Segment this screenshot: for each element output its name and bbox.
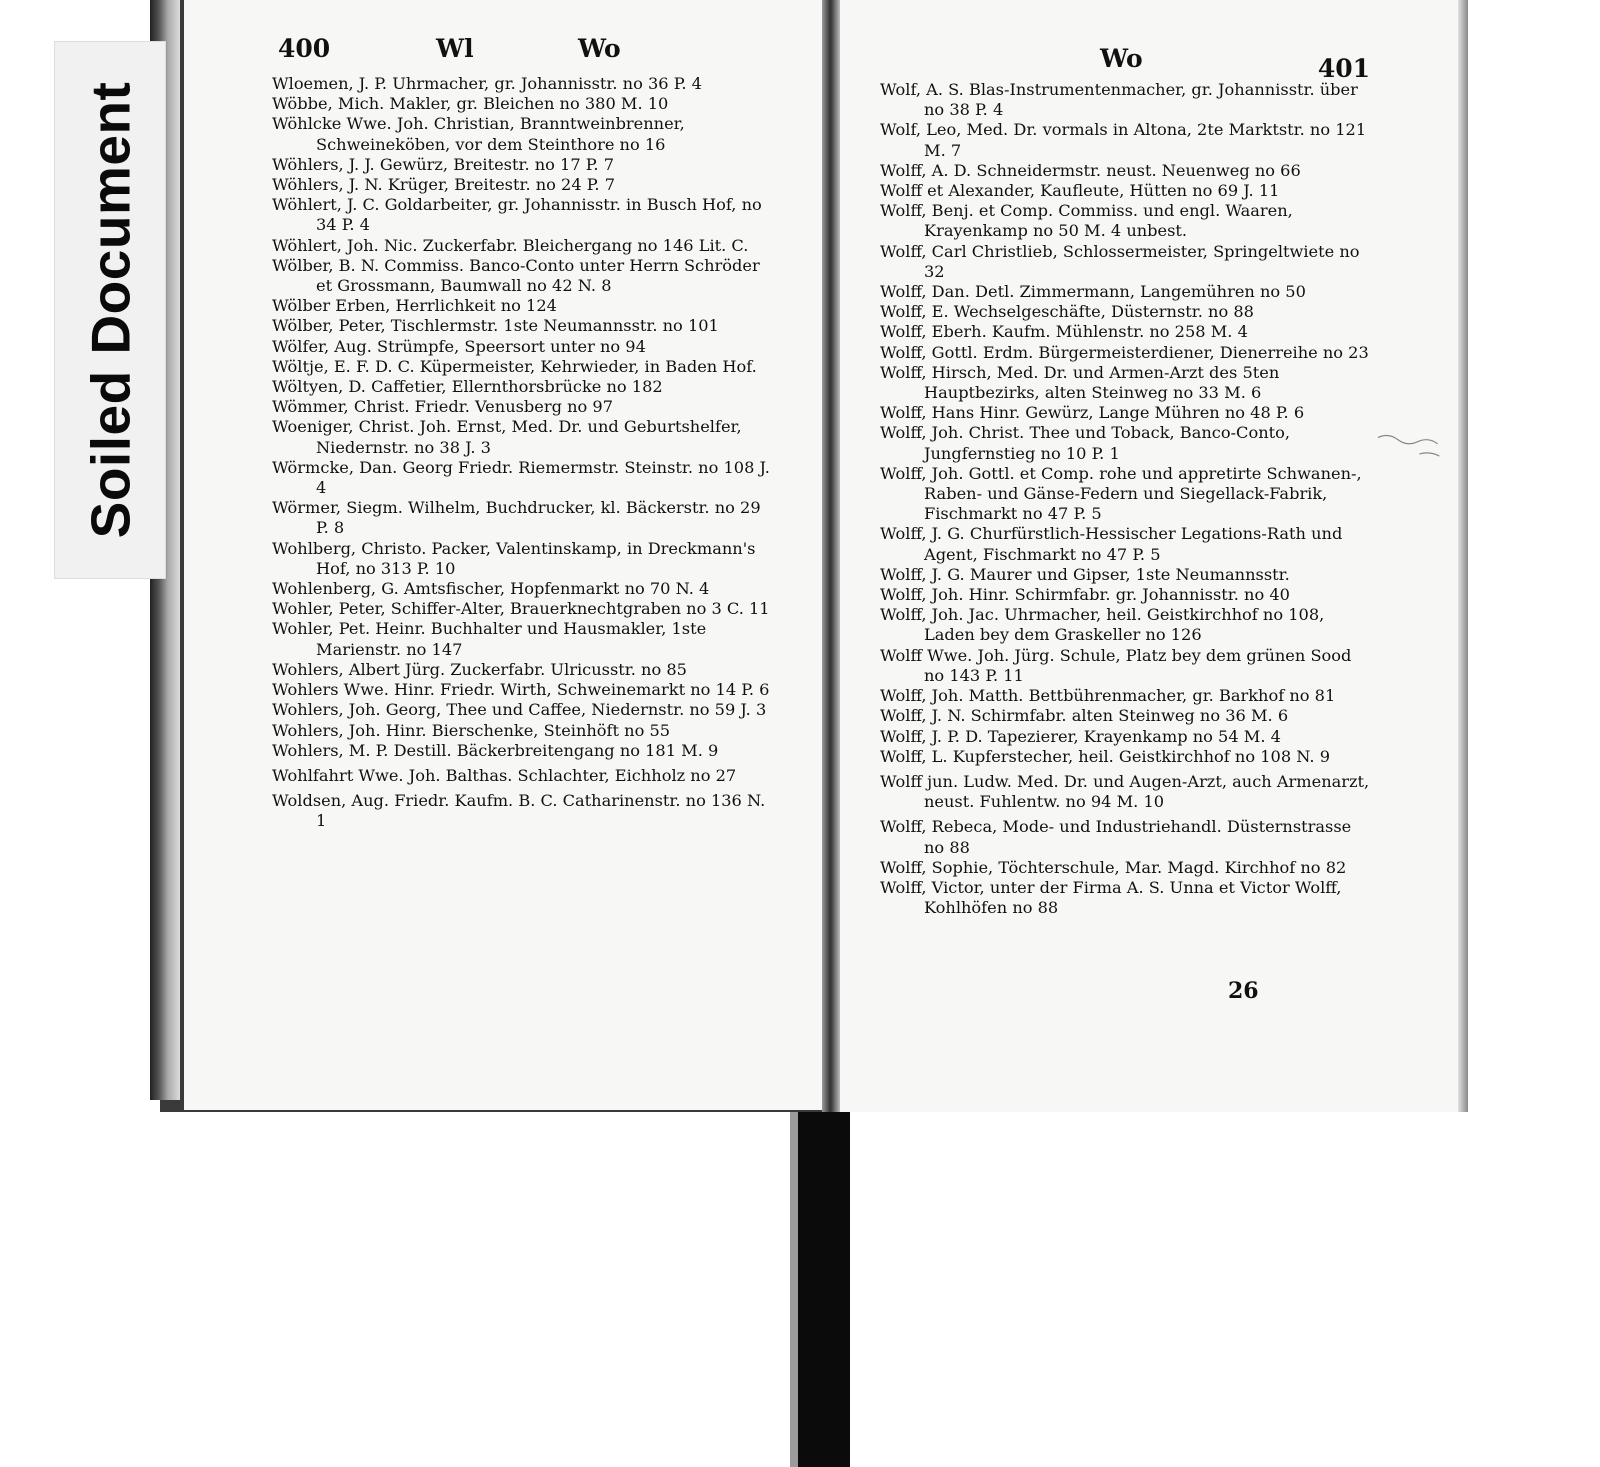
- left-page-number: 400: [278, 34, 331, 63]
- directory-entry: Wöhlert, Joh. Nic. Zuckerfabr. Bleichergang no 146 Lit. C.: [272, 235, 749, 255]
- directory-entry: Wolff, Sophie, Töchterschule, Mar. Magd. Kirchhof no 82: [880, 857, 1347, 877]
- right-page-number: 401: [1317, 54, 1370, 83]
- directory-entry: Wolff Wwe. Joh. Jürg. Schule, Platz bey dem grünen Sood no 143 P. 11: [880, 645, 1352, 685]
- right-entry-list: [880, 80, 1370, 918]
- directory-entry: Wohlers, Joh. Hinr. Bierschenke, Steinhöft no 55: [272, 720, 671, 740]
- directory-entry: Wohler, Pet. Heinr. Buchhalter und Hausmakler, 1ste Marienstr. no 147: [272, 619, 707, 659]
- directory-entry: Wolff, E. Wechselgeschäfte, Düsternstr. no 88: [880, 302, 1254, 322]
- directory-entry: Wolff, J. G. Churfürstlich-Hessischer Legations-Rath und Agent, Fischmarkt no 47 P. 5: [880, 524, 1343, 564]
- soiled-label: [55, 42, 165, 578]
- directory-entry: Wohler, Peter, Schiffer-Alter, Brauerknechtgraben no 3 C. 11: [272, 599, 770, 619]
- signature-mark: 26: [1228, 978, 1259, 1004]
- directory-entry: Wolff, Gottl. Erdm. Bürgermeisterdiener, Dienerreihe no 23: [880, 342, 1369, 362]
- directory-entry: Woeniger, Christ. Joh. Ernst, Med. Dr. und Geburtshelfer, Niedernstr. no 38 J. 3: [272, 417, 742, 457]
- directory-entry: Wolff, J. P. D. Tapezierer, Krayenkamp no 54 M. 4: [880, 726, 1281, 746]
- directory-entry: Wohlfahrt Wwe. Joh. Balthas. Schlachter, Eichholz no 27: [272, 765, 737, 785]
- left-catchword-1: Wl: [436, 34, 474, 63]
- directory-entry: Wolf, Leo, Med. Dr. vormals in Altona, 2te Marktstr. no 121 M. 7: [880, 120, 1367, 160]
- directory-entry: Wohlers, Joh. Georg, Thee und Caffee, Niedernstr. no 59 J. 3: [272, 700, 767, 720]
- directory-entry: Wolff, J. G. Maurer und Gipser, 1ste Neumannsstr.: [880, 564, 1290, 584]
- directory-entry: Wolff, Benj. et Comp. Commiss. und engl. Waaren, Krayenkamp no 50 M. 4 unbest.: [880, 201, 1293, 241]
- directory-entry: Wöltje, E. F. D. C. Küpermeister, Kehrwieder, in Baden Hof.: [272, 356, 757, 376]
- left-entry-list: [272, 74, 770, 832]
- directory-entry: Wolff, Joh. Matth. Bettbührenmacher, gr. Barkhof no 81: [880, 686, 1336, 706]
- directory-entry: Wöbbe, Mich. Makler, gr. Bleichen no 380 M. 10: [272, 94, 669, 114]
- left-catchword-2: Wo: [578, 34, 621, 63]
- directory-entry: Wohlenberg, G. Amtsfischer, Hopfenmarkt no 70 N. 4: [272, 579, 710, 599]
- directory-entry: Wolff, Dan. Detl. Zimmermann, Langemühren no 50: [880, 282, 1306, 302]
- directory-entry: Wörmer, Siegm. Wilhelm, Buchdrucker, kl. Bäckerstr. no 29 P. 8: [272, 498, 761, 538]
- directory-entry: Wolff, Rebeca, Mode- und Industriehandl. Düsternstrasse no 88: [880, 817, 1352, 857]
- ribbon-marker: [798, 1112, 850, 1467]
- directory-entry: Wörmcke, Dan. Georg Friedr. Riemermstr. Steinstr. no 108 J. 4: [272, 457, 770, 498]
- directory-entry: Wölfer, Aug. Strümpfe, Speersort unter no 94: [272, 336, 646, 356]
- directory-entry: Wolff, A. D. Schneidermstr. neust. Neuenweg no 66: [880, 160, 1301, 180]
- directory-entry: Wöhlcke Wwe. Joh. Christian, Branntweinbrenner, Schweineköben, vor dem Steinthore no 16: [272, 114, 685, 154]
- directory-entry: Wolff, Victor, unter der Firma A. S. Unna et Victor Wolff, Kohlhöfen no 88: [880, 877, 1342, 918]
- book-gutter: [822, 0, 840, 1112]
- directory-entry: Wolff, Joh. Jac. Uhrmacher, heil. Geistkirchhof no 108, Laden bey dem Graskeller no 126: [880, 605, 1325, 645]
- directory-entry: Wohlers, M. P. Destill. Bäckerbreitengang no 181 M. 9: [272, 740, 719, 760]
- directory-entry: Wolff et Alexander, Kaufleute, Hütten no 69 J. 11: [880, 181, 1280, 201]
- directory-entry: Wohlberg, Christo. Packer, Valentinskamp, in Dreckmann's Hof, no 313 P. 10: [272, 538, 756, 578]
- directory-entry: Wölber, Peter, Tischlermstr. 1ste Neumannsstr. no 101: [272, 316, 719, 336]
- ribbon-highlight: [790, 1112, 798, 1467]
- directory-entry: Wolff, J. N. Schirmfabr. alten Steinweg no 36 M. 6: [880, 706, 1289, 726]
- directory-entry: Wöhlers, J. J. Gewürz, Breitestr. no 17 P. 7: [272, 154, 614, 174]
- directory-entry: Woldsen, Aug. Friedr. Kaufm. B. C. Catharinenstr. no 136 N. 1: [272, 791, 766, 831]
- directory-entry: Wolff, L. Kupferstecher, heil. Geistkirchhof no 108 N. 9: [880, 746, 1331, 766]
- directory-entry: Wöhlert, J. C. Goldarbeiter, gr. Johannisstr. in Busch Hof, no 34 P. 4: [272, 195, 762, 235]
- directory-entry: Wohlers, Albert Jürg. Zuckerfabr. Ulricusstr. no 85: [272, 659, 687, 679]
- directory-entry: Wölber, B. N. Commiss. Banco-Conto unter Herrn Schröder et Grossmann, Baumwall no 42 N. 8: [272, 255, 760, 296]
- directory-entry: Wöltyen, D. Caffetier, Ellernthorsbrücke no 182: [272, 377, 663, 397]
- directory-entry: Wohlers Wwe. Hinr. Friedr. Wirth, Schweinemarkt no 14 P. 6: [272, 680, 770, 700]
- directory-entry: Wolff jun. Ludw. Med. Dr. und Augen-Arzt, auch Armenarzt, neust. Fuhlentw. no 94 M. 10: [880, 771, 1370, 812]
- directory-entry: Wolff, Carl Christlieb, Schlossermeister, Springeltwiete no 32: [880, 241, 1360, 281]
- directory-entry: Wölber Erben, Herrlichkeit no 124: [272, 296, 557, 316]
- left-page-header: [278, 34, 638, 70]
- directory-entry: Wolff, Joh. Christ. Thee und Toback, Banco-Conto, Jungfernstieg no 10 P. 1: [880, 423, 1291, 463]
- directory-entry: Wolff, Joh. Hinr. Schirmfabr. gr. Johannisstr. no 40: [880, 585, 1290, 605]
- directory-entry: Wloemen, J. P. Uhrmacher, gr. Johannisstr. no 36 P. 4: [272, 74, 702, 93]
- directory-entry: Wolff, Hans Hinr. Gewürz, Lange Mühren no 48 P. 6: [880, 403, 1305, 423]
- book-edge-right: [1458, 0, 1468, 1112]
- directory-entry: Wolff, Joh. Gottl. et Comp. rohe und appretirte Schwanen-, Raben- und Gänse-Federn und Siegellack-Fabrik, Fischmarkt no 47 P. 5: [880, 463, 1362, 524]
- directory-entry: Wolff, Eberh. Kaufm. Mühlenstr. no 258 M. 4: [880, 322, 1248, 342]
- soiled-label-text: Soiled Document: [79, 81, 141, 539]
- directory-entry: Wöhlers, J. N. Krüger, Breitestr. no 24 P. 7: [272, 175, 615, 195]
- directory-entry: Wömmer, Christ. Friedr. Venusberg no 97: [272, 397, 614, 417]
- right-catchword: Wo: [1100, 44, 1143, 73]
- directory-entry: Wolf, A. S. Blas-Instrumentenmacher, gr. Johannisstr. über no 38 P. 4: [880, 80, 1358, 120]
- directory-entry: Wolff, Hirsch, Med. Dr. und Armen-Arzt des 5ten Hauptbezirks, alten Steinweg no 33 M. 6: [880, 362, 1280, 403]
- right-page-header: [1100, 44, 1370, 83]
